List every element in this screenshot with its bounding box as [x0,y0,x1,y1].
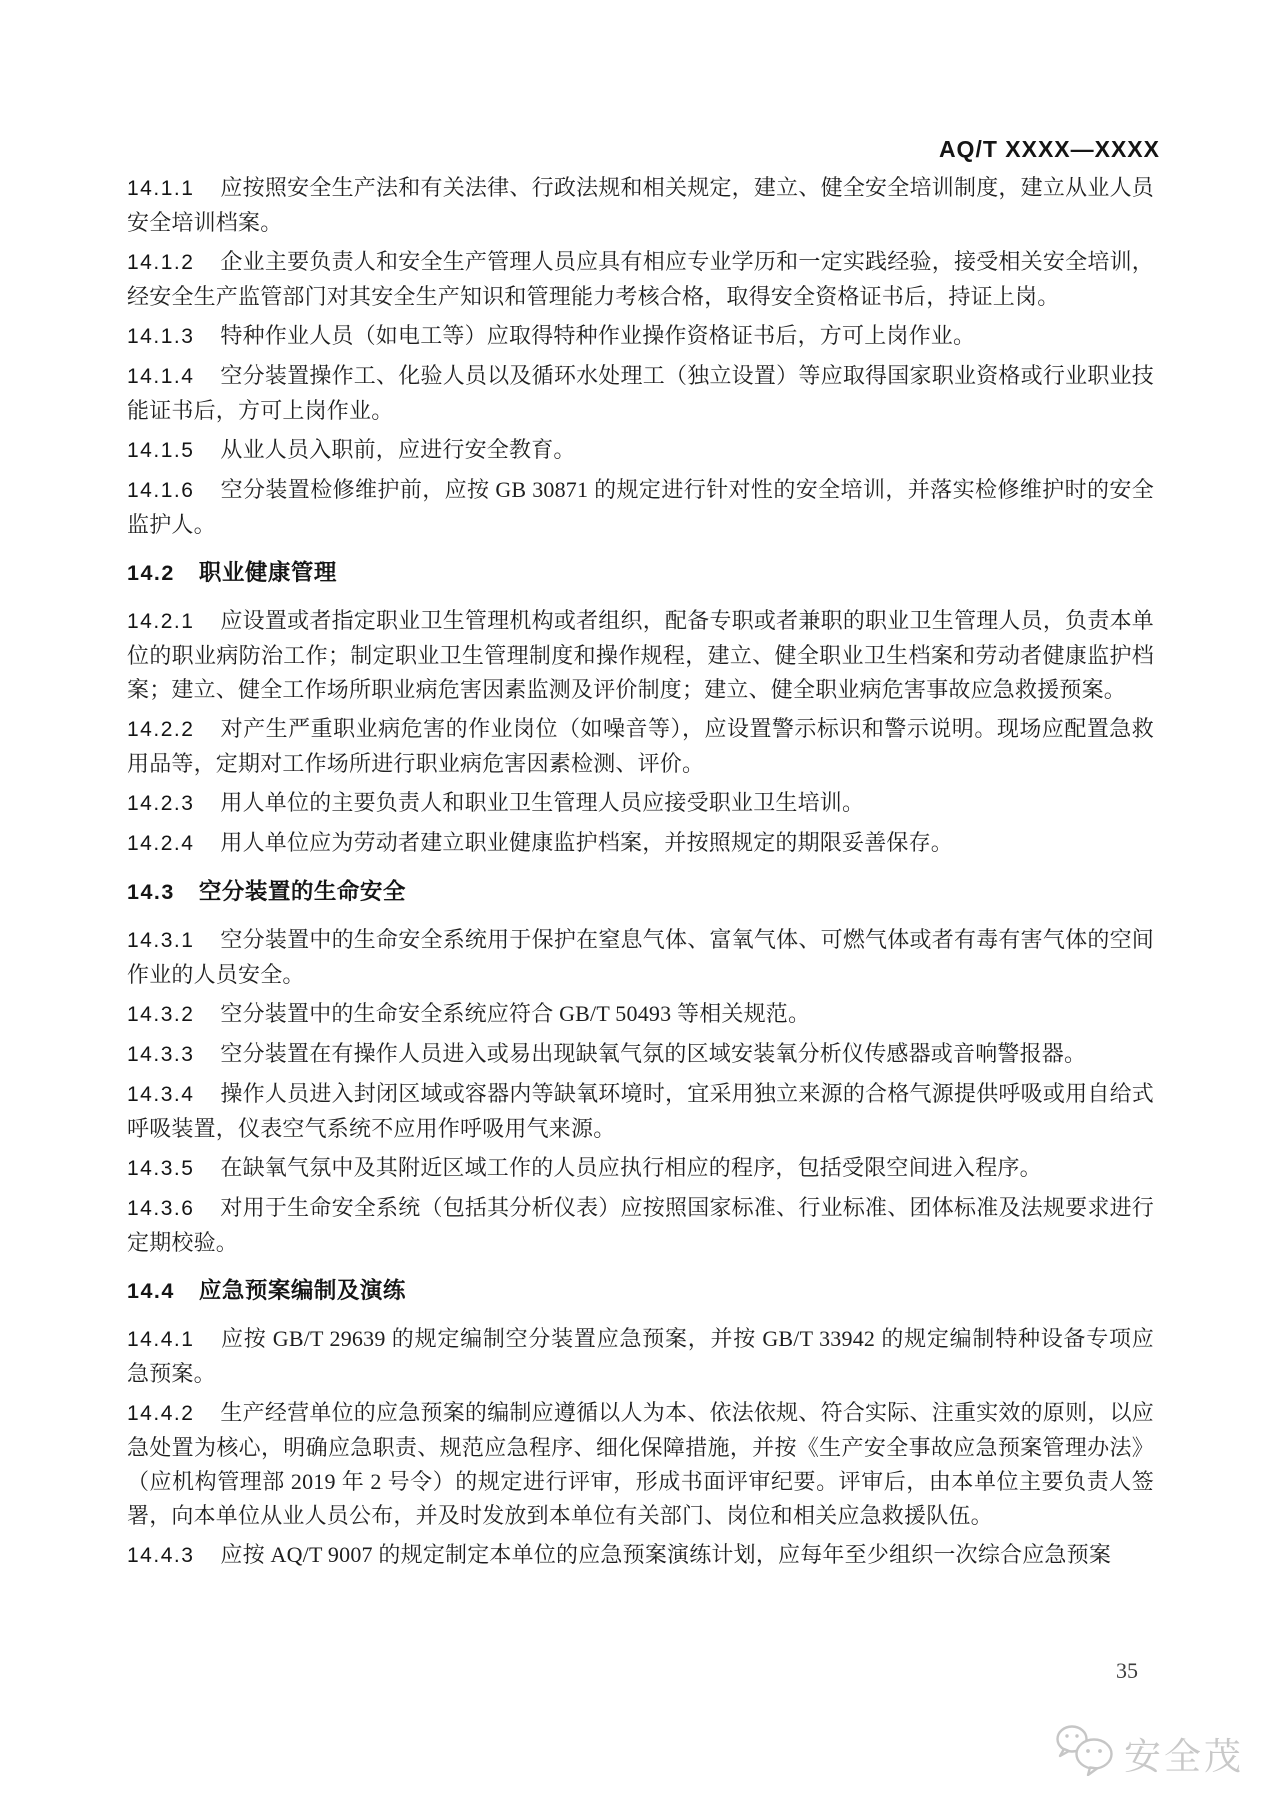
section-heading-14-4 [127,1273,1154,1309]
clause-number: 14.1.2 [127,251,195,274]
section-number: 14.4 [127,1279,175,1303]
clause-14-3-3 [127,1037,1154,1072]
clause-number: 14.3.5 [127,1157,195,1180]
clause-14-1-5 [127,433,1154,468]
clause-text: 从业人员入职前，应进行安全教育。 [220,437,576,462]
clause-14-3-1 [127,923,1154,992]
section-heading-14-2 [127,555,1154,591]
standard-code-header: AQ/T XXXX—XXXX [938,136,1160,162]
clause-text: 用人单位应为劳动者建立职业健康监护档案，并按照规定的期限妥善保存。 [220,830,953,855]
clause-text: 用人单位的主要负责人和职业卫生管理人员应接受职业卫生培训。 [220,790,865,815]
document-body [127,171,1154,1578]
clause-number: 14.1.1 [127,177,195,200]
section-title: 应急预案编制及演练 [198,1278,406,1303]
clause-number: 14.4.3 [127,1544,195,1567]
clause-text: 空分装置中的生命安全系统用于保护在窒息气体、富氧气体、可燃气体或者有毒有害气体的空间作业的人员安全。 [127,927,1154,987]
section-title: 空分装置的生命安全 [198,879,406,904]
section-number: 14.2 [127,561,175,585]
clause-text: 生产经营单位的应急预案的编制应遵循以人为本、依法依规、符合实际、注重实效的原则，以应急处置为核心，明确应急职责、规范应急程序、细化保障措施，并按《生产安全事故应急预案管理办法》（应机构管理部 2019 年 2 号令）的规定进行评审，形成书面评审纪要。评审后，由本单位主要负责人签署，向本单位从业人员公布，并及时发放到本单位有关部门、岗位和相关应急救援队伍。 [127,1400,1154,1528]
clause-14-1-4 [127,359,1154,428]
clause-14-4-2 [127,1396,1154,1533]
clause-14-4-1 [127,1322,1154,1391]
clause-number: 14.2.4 [127,832,195,855]
clause-14-1-3 [127,319,1154,354]
clause-text: 对产生严重职业病危害的作业岗位（如噪音等），应设置警示标识和警示说明。现场应配置急救用品等，定期对工作场所进行职业病危害因素检测、评价。 [127,716,1154,776]
wechat-icon [1055,1724,1115,1781]
section-heading-14-3 [127,874,1154,910]
clause-14-2-2 [127,712,1154,781]
section-title: 职业健康管理 [198,560,337,585]
clause-number: 14.2.1 [127,610,195,633]
clause-number: 14.2.3 [127,792,195,815]
watermark-brand-text: 安全茂 [1124,1735,1244,1777]
clause-number: 14.1.3 [127,325,195,348]
clause-number: 14.3.2 [127,1003,195,1026]
clause-text: 在缺氧气氛中及其附近区域工作的人员应执行相应的程序，包括受限空间进入程序。 [220,1155,1042,1180]
clause-number: 14.4.2 [127,1402,195,1425]
clause-text: 应按 AQ/T 9007 的规定制定本单位的应急预案演练计划，应每年至少组织一次综合应急预案 [220,1542,1112,1567]
clause-number: 14.2.2 [127,718,195,741]
clause-14-2-4 [127,826,1154,861]
clause-text: 对用于生命安全系统（包括其分析仪表）应按照国家标准、行业标准、团体标准及法规要求进行定期校验。 [127,1195,1154,1255]
clause-number: 14.4.1 [127,1328,195,1351]
clause-14-3-4 [127,1077,1154,1146]
clause-14-1-6 [127,473,1154,542]
clause-14-2-3 [127,786,1154,821]
clause-text: 应按照安全生产法和有关法律、行政法规和相关规定，建立、健全安全培训制度，建立从业人员安全培训档案。 [127,175,1154,235]
clause-14-3-2 [127,997,1154,1032]
clause-text: 企业主要负责人和安全生产管理人员应具有相应专业学历和一定实践经验，接受相关安全培训，经安全生产监管部门对其安全生产知识和管理能力考核合格，取得安全资格证书后，持证上岗。 [127,249,1154,309]
clause-number: 14.3.3 [127,1043,195,1066]
clause-14-1-1 [127,171,1154,240]
clause-number: 14.3.1 [127,929,195,952]
clause-text: 应设置或者指定职业卫生管理机构或者组织，配备专职或者兼职的职业卫生管理人员，负责本单位的职业病防治工作；制定职业卫生管理制度和操作规程，建立、健全职业卫生档案和劳动者健康监护档案；建立、健全工作场所职业病危害因素监测及评价制度；建立、健全职业病危害事故应急救援预案。 [127,608,1154,702]
clause-number: 14.3.4 [127,1083,195,1106]
clause-number: 14.1.5 [127,439,195,462]
clause-text: 空分装置操作工、化验人员以及循环水处理工（独立设置）等应取得国家职业资格或行业职业技能证书后，方可上岗作业。 [127,363,1154,423]
clause-text: 特种作业人员（如电工等）应取得特种作业操作资格证书后，方可上岗作业。 [220,323,976,348]
clause-text: 空分装置中的生命安全系统应符合 GB/T 50493 等相关规范。 [220,1001,811,1026]
clause-number: 14.3.6 [127,1197,195,1220]
clause-text: 操作人员进入封闭区域或容器内等缺氧环境时，宜采用独立来源的合格气源提供呼吸或用自给式呼吸装置，仪表空气系统不应用作呼吸用气来源。 [127,1081,1154,1141]
clause-text: 空分装置在有操作人员进入或易出现缺氧气氛的区域安装氧分析仪传感器或音响警报器。 [220,1041,1087,1066]
clause-14-3-5 [127,1151,1154,1186]
section-number: 14.3 [127,880,175,904]
clause-14-4-3 [127,1538,1154,1573]
watermark [1055,1724,1244,1781]
page-number: 35 [1116,1658,1138,1683]
clause-14-2-1 [127,604,1154,707]
clause-number: 14.1.4 [127,365,195,388]
clause-text: 应按 GB/T 29639 的规定编制空分装置应急预案，并按 GB/T 33942 的规定编制特种设备专项应急预案。 [127,1326,1154,1386]
clause-number: 14.1.6 [127,479,195,502]
clause-14-1-2 [127,245,1154,314]
clause-14-3-6 [127,1191,1154,1260]
clause-text: 空分装置检修维护前，应按 GB 30871 的规定进行针对性的安全培训，并落实检修维护时的安全监护人。 [127,477,1154,537]
